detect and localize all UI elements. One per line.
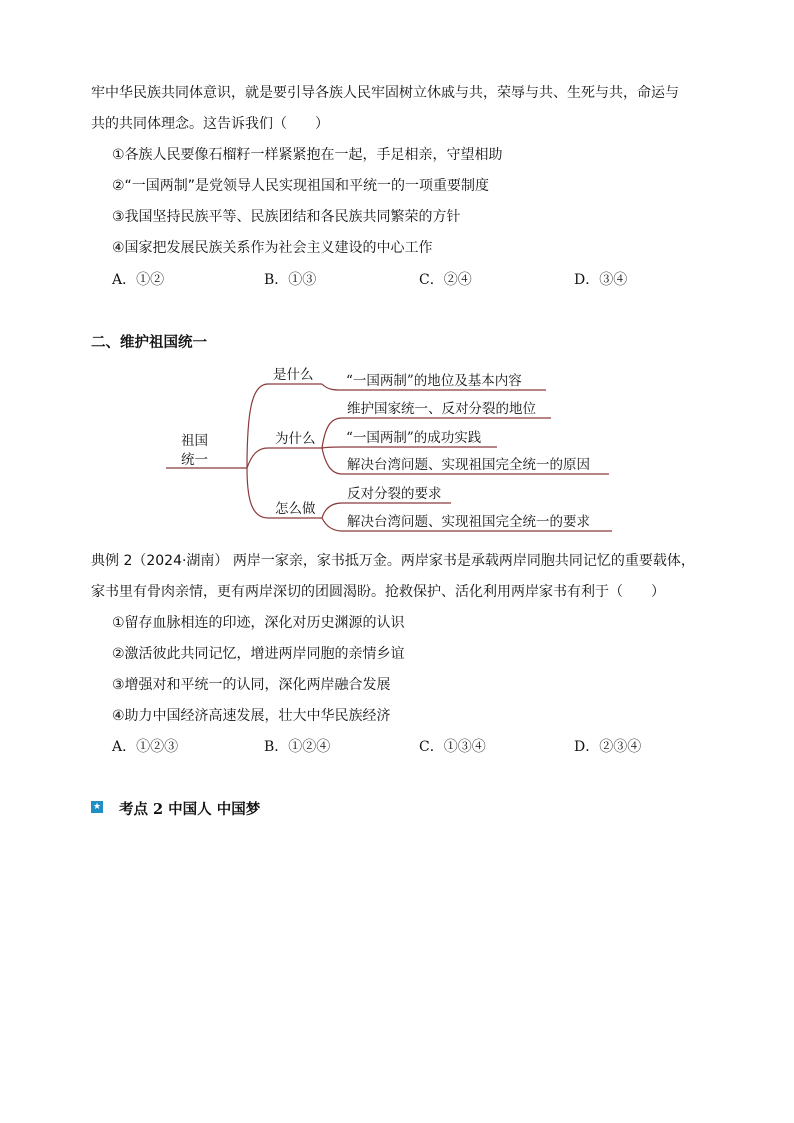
q2-item-4: ④助力中国经济高速发展，壮大中华民族经济 xyxy=(112,708,391,724)
q1-option-b: B．①③ xyxy=(264,272,317,288)
q2-options xyxy=(112,736,672,756)
leaf-connector-1 xyxy=(322,384,342,390)
q2-item-3: ③增强对和平统一的认同，深化两岸融合发展 xyxy=(112,677,391,693)
q1-stem-line1: 牢中华民族共同体意识，就是要引导各族人民牢固树立休戚与共，荣辱与共、生死与共，命运与 xyxy=(91,85,679,101)
branch-connector-what xyxy=(247,384,268,468)
leaf-label-2: 维护国家统一、反对分裂的地位 xyxy=(347,401,536,417)
q1-option-d: D．③④ xyxy=(574,272,628,288)
q2-option-b: B．①②④ xyxy=(264,739,331,755)
leaf-connector-4 xyxy=(322,448,342,474)
root-label-line2: 统一 xyxy=(181,452,208,468)
leaf-label-4: 解决台湾问题、实现祖国完全统一的原因 xyxy=(347,457,590,473)
q2-item-2: ②激活彼此共同记忆，增进两岸同胞的亲情乡谊 xyxy=(112,646,405,662)
branch-connector-how xyxy=(247,468,268,518)
branch-label-why: 为什么 xyxy=(275,431,316,447)
q1-item-2: ②“一国两制”是党领导人民实现祖国和平统一的一项重要制度 xyxy=(112,178,490,194)
leaf-label-5: 反对分裂的要求 xyxy=(347,486,442,502)
leaf-label-1: “一国两制”的地位及基本内容 xyxy=(346,373,522,389)
leaf-label-6: 解决台湾问题、实现祖国完全统一的要求 xyxy=(347,514,590,530)
q1-item-1: ①各族人民要像石榴籽一样紧紧抱在一起，手足相亲，守望相助 xyxy=(112,147,503,163)
branch-connector-why xyxy=(247,448,268,468)
star-icon: ★ xyxy=(92,802,102,812)
q1-option-a: A．①② xyxy=(112,272,165,288)
section-title: 二、维护祖国统一 xyxy=(91,334,207,351)
q2-item-1: ①留存血脉相连的印迹，深化对历史渊源的认识 xyxy=(112,615,405,631)
branch-label-what: 是什么 xyxy=(273,367,314,383)
q1-option-c: C．②④ xyxy=(419,272,472,288)
q1-item-4: ④国家把发展民族关系作为社会主义建设的中心工作 xyxy=(112,240,433,256)
leaf-connector-6 xyxy=(322,518,342,531)
q2-stem-line1: 典例 2（2024·湖南） 两岸一家亲，家书抵万金。两岸家书是承载两岸同胞共同记忆的重要载体， xyxy=(91,553,695,569)
root-label-line1: 祖国 xyxy=(181,433,208,449)
leaf-label-3: “一国两制”的成功实践 xyxy=(346,430,482,446)
q2-option-a: A．①②③ xyxy=(112,739,179,755)
q2-option-c: C．①③④ xyxy=(419,739,486,755)
leaf-connector-5 xyxy=(322,503,342,518)
q2-option-d: D．②③④ xyxy=(574,739,642,755)
q2-stem-line2: 家书里有骨肉亲情，更有两岸深切的团圆渴盼。抢救保护、活化利用两岸家书有利于（ ） xyxy=(91,584,665,600)
leaf-connector-2 xyxy=(322,418,342,448)
q1-item-3: ③我国坚持民族平等、民族团结和各民族共同繁荣的方针 xyxy=(112,209,461,225)
q1-stem-line2: 共的共同体理念。这告诉我们（ ） xyxy=(91,116,329,132)
kaodian-title: 考点 2 中国人 中国梦 xyxy=(119,801,261,818)
mindmap-diagram xyxy=(0,0,794,560)
leaf-connector-3 xyxy=(322,447,342,448)
branch-label-how: 怎么做 xyxy=(275,501,316,517)
